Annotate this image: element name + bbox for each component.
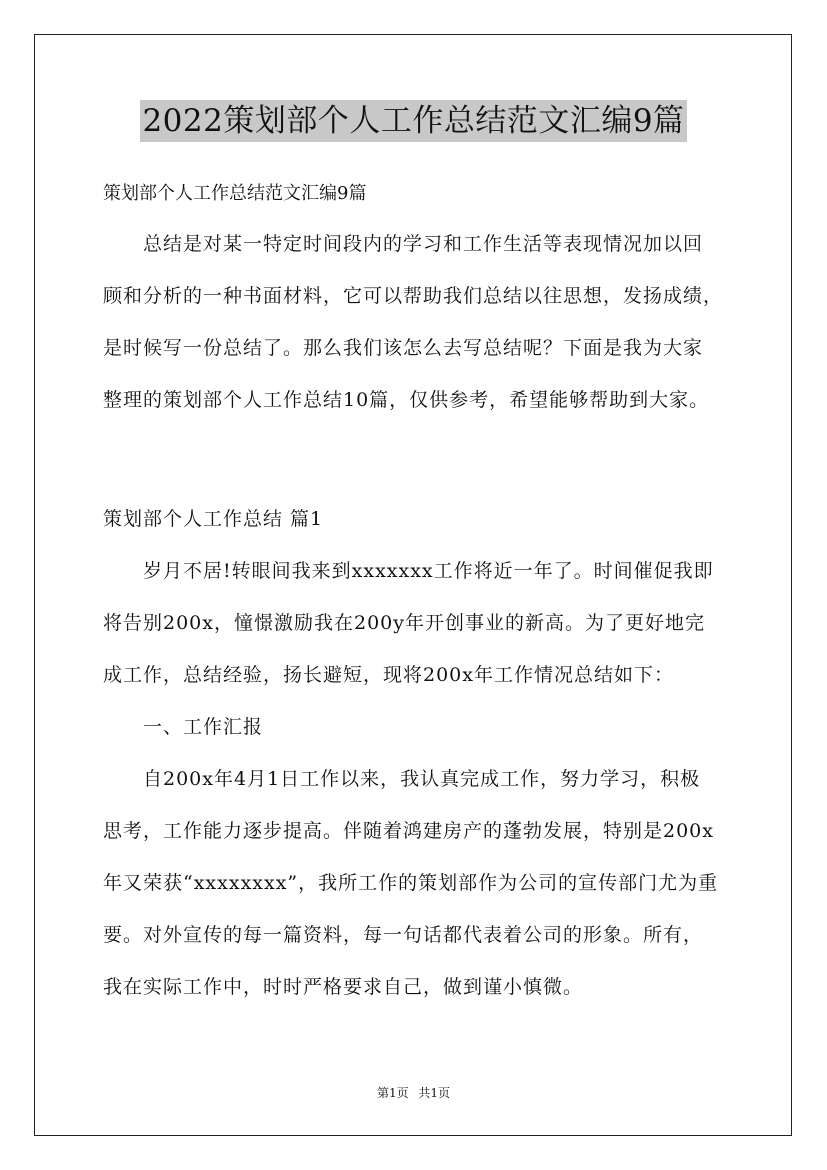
section-p2-line: 要。对外宣传的每一篇资料，每一句话都代表着公司的形象。所有， xyxy=(103,924,704,946)
document-subtitle: 策划部个人工作总结范文汇编9篇 xyxy=(103,183,367,204)
intro-line: 整理的策划部个人工作总结10篇，仅供参考，希望能够帮助到大家。 xyxy=(103,389,710,411)
section-p1-line: 岁月不居!转眼间我来到xxxxxxx工作将近一年了。时间催促我即 xyxy=(143,560,714,582)
intro-line: 顾和分析的一种书面材料，它可以帮助我们总结以往思想，发扬成绩， xyxy=(103,285,724,307)
subheading: 一、工作汇报 xyxy=(143,716,264,738)
section-p2-line: 我在实际工作中，时时严格要求自己，做到谨小慎微。 xyxy=(103,976,584,998)
section-p1-line: 成工作，总结经验，扬长避短，现将200x年工作情况总结如下： xyxy=(103,664,674,686)
section-p2-line: 思考，工作能力逐步提高。伴随着鸿建房产的蓬勃发展，特别是200x xyxy=(103,820,714,842)
section-body xyxy=(103,493,743,1013)
page-total: 共1页 xyxy=(418,1086,451,1100)
section-p1-line: 将告别200x，憧憬激励我在200y年开创事业的新高。为了更好地完 xyxy=(103,612,705,634)
intro-line: 是时候写一份总结了。那么我们该怎么去写总结呢？下面是我为大家 xyxy=(103,337,704,359)
intro-line: 总结是对某一特定时间段内的学习和工作生活等表现情况加以回 xyxy=(143,233,704,255)
section-p2-line: 年又荣获“xxxxxxxx”，我所工作的策划部作为公司的宣传部门尤为重 xyxy=(103,872,719,894)
intro-paragraph xyxy=(103,218,743,426)
page-number: 第1页 xyxy=(376,1086,409,1100)
section-p2-line: 自200x年4月1日工作以来，我认真完成工作，努力学习，积极 xyxy=(143,768,701,790)
section-heading: 策划部个人工作总结 篇1 xyxy=(103,508,324,530)
title-container xyxy=(0,100,827,142)
document-title: 2022策划部个人工作总结范文汇编9篇 xyxy=(140,100,686,142)
page-footer xyxy=(0,1085,827,1101)
